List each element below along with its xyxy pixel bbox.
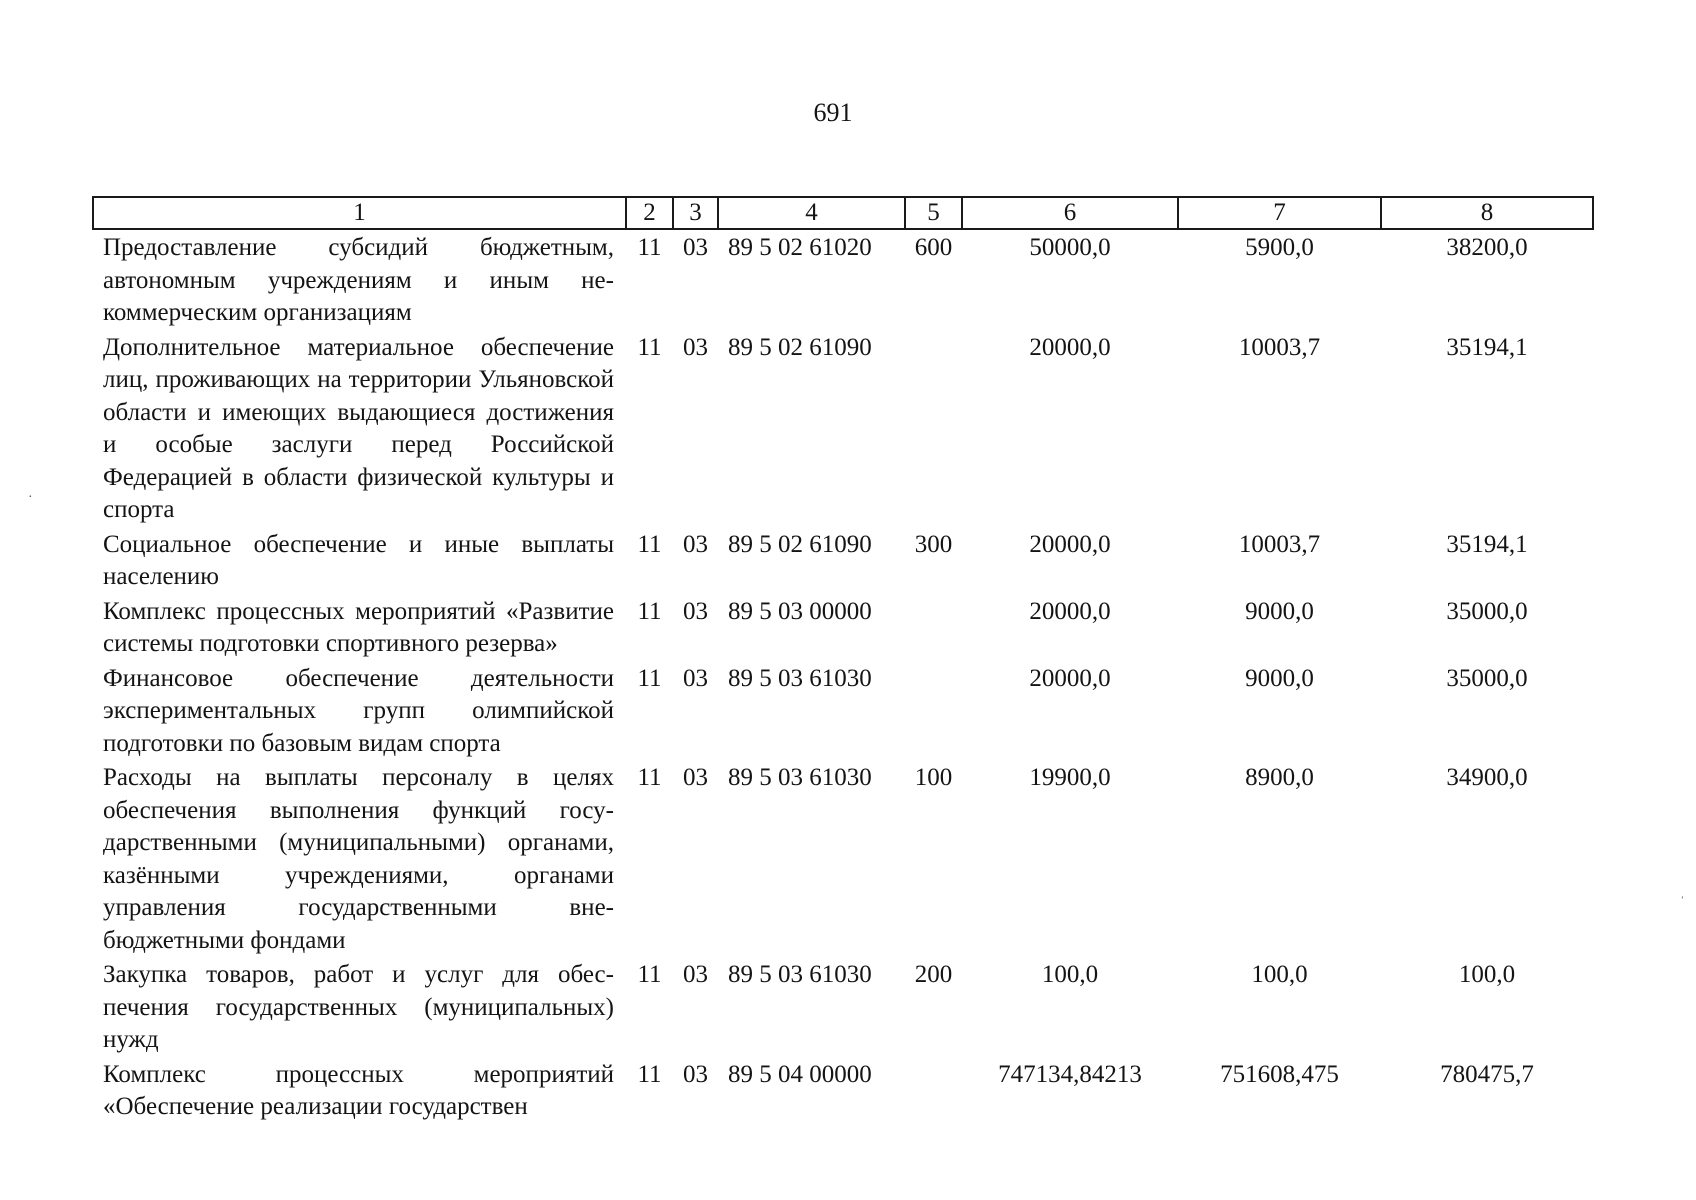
table-row xyxy=(93,760,1593,957)
row-amount-col6: 20000,0 xyxy=(1029,664,1111,692)
row-name: Дополнительное материальное обеспечение лиц, проживающих на территории Ульяновской области и имеющих выдающиеся достижения и особые заслуги перед Российской Федерацией в области физической культуры и спорта xyxy=(103,333,614,523)
row-amount-col8: 780475,7 xyxy=(1440,1060,1534,1088)
row-amount-col7: 10003,7 xyxy=(1238,333,1321,361)
row-amount-col7: 10003,7 xyxy=(1238,530,1321,558)
row-target-code: 89 5 03 00000 xyxy=(728,597,872,625)
row-name: Комплекс процессных мероприятий «Развитие системы подготовки спортивного резерва» xyxy=(103,597,614,657)
row-section: 11 xyxy=(637,597,662,625)
row-target-code: 89 5 02 61020 xyxy=(728,234,872,261)
row-amount-col6: 20000,0 xyxy=(1029,597,1111,625)
row-amount-col8: 35194,1 xyxy=(1446,333,1528,361)
row-amount-col6: 50000,0 xyxy=(1029,234,1111,261)
header-col-4: 4 xyxy=(718,197,905,229)
row-section: 11 xyxy=(637,961,662,988)
table-row xyxy=(93,594,1593,661)
row-section: 11 xyxy=(637,664,662,692)
row-subsection: 03 xyxy=(683,530,708,558)
row-amount-col8: 35000,0 xyxy=(1446,597,1528,625)
row-amount-col7: 9000,0 xyxy=(1245,664,1314,692)
row-expense-type xyxy=(905,330,962,527)
row-expense-type xyxy=(905,661,962,761)
row-target-code: 89 5 03 61030 xyxy=(728,664,872,692)
row-expense-type: 300 xyxy=(914,530,953,558)
table-row xyxy=(93,330,1593,527)
header-col-2: 2 xyxy=(626,197,673,229)
row-expense-type: 600 xyxy=(914,234,953,261)
row-subsection: 03 xyxy=(683,764,708,791)
row-target-code: 89 5 02 61090 xyxy=(728,530,872,558)
row-amount-col7: 5900,0 xyxy=(1245,234,1314,261)
page-number: 691 xyxy=(813,98,853,127)
row-name: Финансовое обеспечение деятельности экспериментальных групп олимпийской подготовки по базовым видам спорта xyxy=(103,664,614,757)
row-name: Комплекс процессных мероприятий «Обеспечение реализации государствен xyxy=(103,1060,614,1120)
row-subsection: 03 xyxy=(683,234,708,261)
row-amount-col6: 20000,0 xyxy=(1029,333,1111,361)
row-section: 11 xyxy=(637,234,662,261)
header-col-3: 3 xyxy=(673,197,718,229)
row-subsection: 03 xyxy=(683,597,708,625)
row-amount-col8: 35000,0 xyxy=(1446,664,1528,692)
row-expense-type: 100 xyxy=(914,764,953,791)
row-amount-col6: 100,0 xyxy=(1041,961,1099,988)
table-header xyxy=(93,197,1593,229)
header-col-5: 5 xyxy=(905,197,962,229)
row-subsection: 03 xyxy=(683,1060,708,1088)
row-expense-type xyxy=(905,594,962,661)
budget-table xyxy=(92,196,1594,1124)
row-subsection: 03 xyxy=(683,664,708,692)
row-amount-col6: 20000,0 xyxy=(1029,530,1111,558)
budget-table-container xyxy=(92,196,1592,1124)
header-col-7: 7 xyxy=(1178,197,1381,229)
row-name: Закупка товаров, работ и услуг для обеспечения государственных (муниципальных) нужд xyxy=(103,961,614,1053)
table-row xyxy=(93,527,1593,594)
row-amount-col7: 8900,0 xyxy=(1245,764,1314,791)
header-col-8: 8 xyxy=(1381,197,1593,229)
row-section: 11 xyxy=(637,764,662,791)
row-amount-col8: 38200,0 xyxy=(1446,234,1528,261)
row-name: Социальное обеспечение и иные выплаты населению xyxy=(103,530,614,590)
row-section: 11 xyxy=(637,1060,662,1088)
row-amount-col7: 751608,475 xyxy=(1220,1060,1339,1088)
table-row xyxy=(93,229,1593,330)
scan-speck: ˈ xyxy=(1680,895,1685,910)
header-col-1: 1 xyxy=(93,197,626,229)
row-name: Расходы на выплаты персоналу в целях обеспечения выполнения функций государственными (муниципальными) органами, казёнными учреждениями, органами управления государственными внебюджетными фондами xyxy=(103,764,614,954)
row-section: 11 xyxy=(637,530,662,558)
row-amount-col7: 100,0 xyxy=(1251,961,1308,988)
row-amount-col7: 9000,0 xyxy=(1245,597,1314,625)
row-amount-col8: 34900,0 xyxy=(1446,764,1528,791)
table-row xyxy=(93,957,1593,1057)
header-col-6: 6 xyxy=(962,197,1178,229)
row-subsection: 03 xyxy=(683,333,708,361)
row-amount-col8: 100,0 xyxy=(1458,961,1516,988)
row-amount-col6: 19900,0 xyxy=(1029,764,1111,791)
table-row xyxy=(93,1057,1593,1124)
table-body xyxy=(93,229,1593,1124)
row-section: 11 xyxy=(637,333,662,361)
row-expense-type xyxy=(905,1057,962,1124)
scan-speck: · xyxy=(28,490,33,505)
row-name: Предоставление субсидий бюджетным, автономным учреждениям и иным некоммерческим организациям xyxy=(103,234,614,326)
row-subsection: 03 xyxy=(683,961,708,988)
row-target-code: 89 5 02 61090 xyxy=(728,333,872,361)
row-amount-col6: 747134,84213 xyxy=(998,1060,1142,1088)
header-row xyxy=(93,197,1593,229)
table-row xyxy=(93,661,1593,761)
row-target-code: 89 5 03 61030 xyxy=(728,764,872,791)
row-amount-col8: 35194,1 xyxy=(1446,530,1528,558)
row-target-code: 89 5 03 61030 xyxy=(728,961,872,988)
row-target-code: 89 5 04 00000 xyxy=(728,1060,872,1088)
row-expense-type: 200 xyxy=(914,961,953,988)
